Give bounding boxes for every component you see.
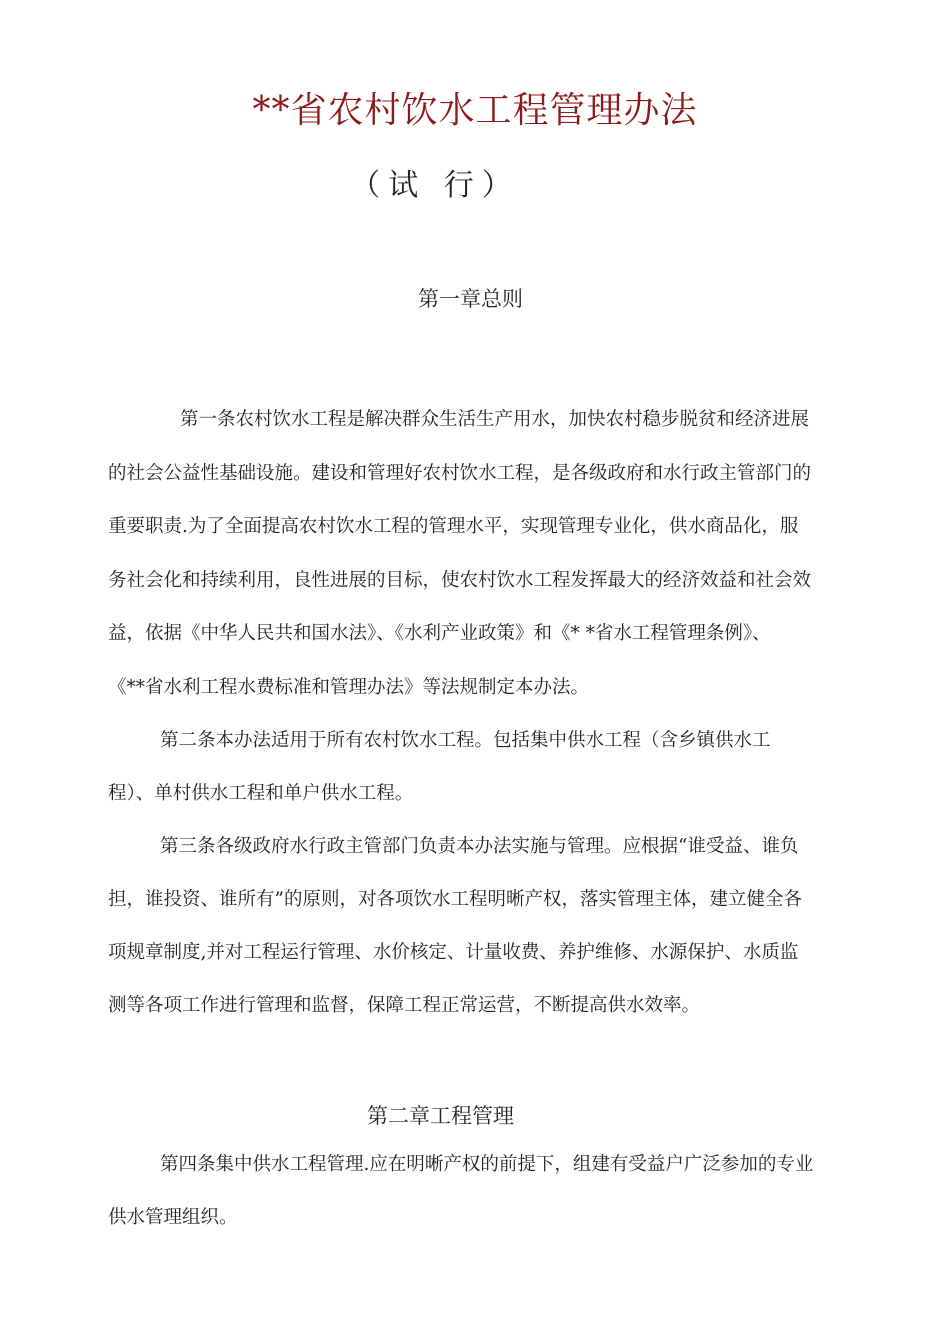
article-2-line: 第二条本办法适用于所有农村饮水工程。包括集中供水工程（含乡镇供水工 bbox=[160, 730, 771, 751]
chapter-heading-2: 第二章工程管理 bbox=[367, 1104, 514, 1128]
article-3-line: 项规章制度,并对工程运行管理、水价核定、计量收费、养护维修、水源保护、水质监 bbox=[108, 942, 799, 963]
chapter-heading-1: 第一章总则 bbox=[418, 287, 523, 311]
article-1-line: 第一条农村饮水工程是解决群众生活生产用水，加快农村稳步脱贫和经济进展 bbox=[180, 409, 810, 430]
article-1-line: 《**省水利工程水费标准和管理办法》等法规制定本办法。 bbox=[108, 677, 590, 698]
document-title: **省农村饮水工程管理办法 bbox=[252, 90, 698, 131]
document-subtitle: （试 行） bbox=[350, 168, 520, 203]
article-4-line: 供水管理组织。 bbox=[108, 1207, 238, 1228]
article-3-line: 第三条各级政府水行政主管部门负责本办法实施与管理。应根据“谁受益、谁负 bbox=[160, 836, 799, 857]
article-3-line: 测等各项工作进行管理和监督，保障工程正常运营，不断提高供水效率。 bbox=[108, 995, 701, 1016]
article-2-line: 程）、单村供水工程和单户供水工程。 bbox=[108, 783, 414, 804]
article-1-line: 益，依据《中华人民共和国水法》、《水利产业政策》和《* *省水工程管理条例》、 bbox=[108, 623, 771, 644]
article-4-line: 第四条集中供水工程管理.应在明晰产权的前提下，组建有受益户广泛参加的专业 bbox=[160, 1154, 814, 1175]
article-1-line: 重要职责.为了全面提高农村饮水工程的管理水平，实现管理专业化，供水商品化，服 bbox=[108, 516, 799, 537]
article-1-line: 的社会公益性基础设施。建设和管理好农村饮水工程，是各级政府和水行政主管部门的 bbox=[108, 463, 812, 484]
article-1-line: 务社会化和持续利用，良性进展的目标，使农村饮水工程发挥最大的经济效益和社会效 bbox=[108, 570, 812, 591]
article-3-line: 担，谁投资、谁所有”的原则，对各项饮水工程明晰产权，落实管理主体，建立健全各 bbox=[108, 889, 802, 910]
